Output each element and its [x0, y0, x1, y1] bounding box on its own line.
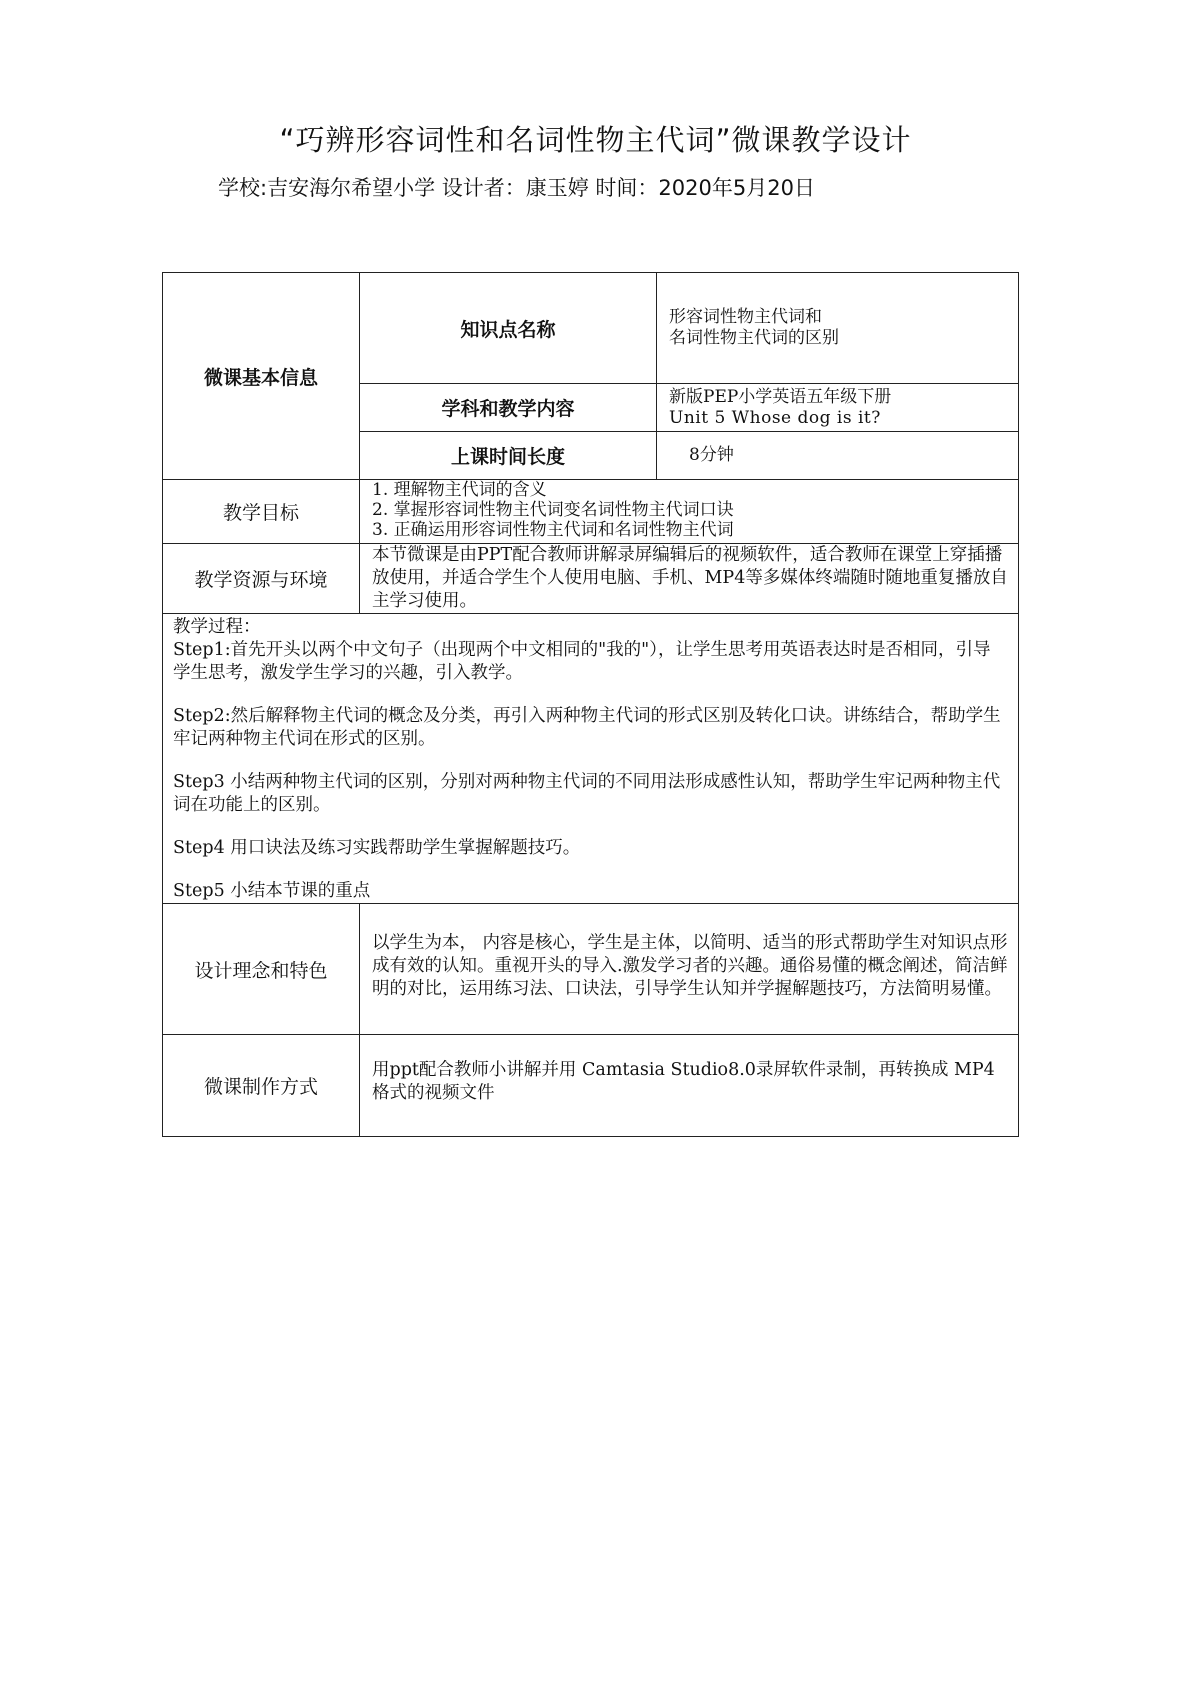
knowledge-point-line: 形容词性物主代词和	[669, 307, 822, 327]
basic-info-label: 微课基本信息	[163, 273, 360, 480]
subject-value	[657, 384, 1019, 432]
goal-item: 2. 掌握形容词性物主代词变名词性物主代词口诀	[372, 500, 734, 520]
process-step: Step4 用口诀法及练习实践帮助学生掌握解题技巧。	[173, 838, 581, 858]
concept-text: 以学生为本， 内容是核心，学生是主体，以简明、适当的形式帮助学生对知识点形成有效的认知。重视开头的导入.激发学习者的兴趣。通俗易懂的概念阐述，简洁鲜明的对比，运用练习法、口诀法，引导学生认知并学握解题技巧，方法简明易懂。	[360, 904, 1019, 1035]
document-title: “巧辨形容词性和名词性物主代词”微课教学设计	[279, 123, 912, 157]
subject-label: 学科和教学内容	[360, 384, 657, 432]
process-step: Step2:然后解释物主代词的概念及分类，再引入两种物主代词的形式区别及转化口诀。讲练结合，帮助学生牢记两种物主代词在形式的区别。	[173, 706, 1001, 749]
process-step: Step1:首先开头以两个中文句子（出现两个中文相同的"我的"），让学生思考用英语表达时是否相同，引导学生思考，激发学生学习的兴趣，引入教学。	[173, 640, 991, 683]
knowledge-point-line: 名词性物主代词的区别	[669, 328, 839, 348]
resources-text: 本节微课是由PPT配合教师讲解录屏编辑后的视频软件，适合教师在课堂上穿插播放使用，并适合学生个人使用电脑、手机、MP4等多媒体终端随时随地重复播放自主学习使用。	[360, 544, 1019, 614]
subject-line: Unit 5 Whose dog is it?	[669, 407, 881, 428]
goals-label: 教学目标	[163, 480, 360, 544]
teaching-process	[163, 614, 1019, 904]
goal-item: 1. 理解物主代词的含义	[372, 480, 547, 500]
process-step: Step5 小结本节课的重点	[173, 881, 371, 901]
production-text: 用ppt配合教师小讲解并用 Camtasia Studio8.0录屏软件录制，再转换成 MP4格式的视频文件	[360, 1035, 1019, 1137]
production-label: 微课制作方式	[163, 1035, 360, 1137]
process-label: 教学过程：	[173, 617, 261, 637]
resources-label: 教学资源与环境	[163, 544, 360, 614]
duration-label: 上课时间长度	[360, 432, 657, 480]
duration-value: 8分钟	[657, 432, 1019, 480]
knowledge-point-value	[657, 273, 1019, 384]
document-subtitle: 学校:吉安海尔希望小学 设计者：康玉婷 时间：2020年5月20日	[218, 176, 815, 200]
concept-label: 设计理念和特色	[163, 904, 360, 1035]
process-step: Step3 小结两种物主代词的区别，分别对两种物主代词的不同用法形成感性认知，帮助学生牢记两种物主代词在功能上的区别。	[173, 772, 1001, 815]
goal-item: 3. 正确运用形容词性物主代词和名词性物主代词	[372, 520, 734, 540]
knowledge-point-label: 知识点名称	[360, 273, 657, 384]
lesson-design-table	[162, 272, 1019, 1137]
subject-line: 新版PEP小学英语五年级下册	[669, 386, 892, 407]
goals-list	[360, 480, 1019, 544]
